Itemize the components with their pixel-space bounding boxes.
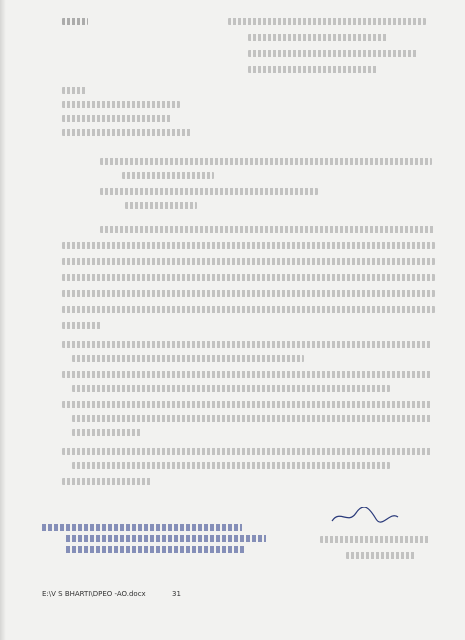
point-3-line-1 bbox=[62, 401, 432, 408]
enclosure-line bbox=[62, 478, 152, 485]
scan-edge bbox=[0, 0, 6, 640]
signature-mark bbox=[330, 507, 400, 525]
point-1-line-2 bbox=[72, 355, 304, 362]
point-3-line-3 bbox=[72, 429, 142, 436]
addressee-line-1 bbox=[62, 87, 86, 94]
footer-page-number: 31 bbox=[172, 590, 181, 598]
body-line-4 bbox=[62, 274, 435, 281]
header-right-line-1 bbox=[228, 18, 426, 25]
handwritten-line-2 bbox=[66, 535, 266, 542]
point-4-line-2 bbox=[72, 462, 390, 469]
point-1-line-1 bbox=[62, 341, 432, 348]
header-right-line-4 bbox=[248, 66, 378, 73]
handwritten-line-1 bbox=[42, 524, 242, 531]
body-line-1 bbox=[100, 226, 435, 233]
handwritten-note bbox=[38, 522, 283, 556]
addressee-line-4 bbox=[62, 129, 192, 136]
point-4-line-1 bbox=[62, 448, 432, 455]
subject-line-2 bbox=[122, 172, 214, 179]
header-right-line-3 bbox=[248, 50, 418, 57]
subject-line-1 bbox=[100, 158, 432, 165]
body-line-5 bbox=[62, 290, 435, 297]
addressee-line-3 bbox=[62, 115, 172, 122]
point-2-line-1 bbox=[62, 371, 432, 378]
footer-file-path: E:\V S BHARTI\DPEO -AO.docx bbox=[42, 590, 146, 598]
reference-line-2 bbox=[125, 202, 197, 209]
handwritten-line-3 bbox=[66, 546, 246, 553]
header-left bbox=[62, 18, 88, 25]
body-line-7 bbox=[62, 322, 102, 329]
reference-line-1 bbox=[100, 188, 318, 195]
body-line-6 bbox=[62, 306, 435, 313]
body-line-3 bbox=[62, 258, 435, 265]
point-2-line-2 bbox=[72, 385, 390, 392]
signature-location bbox=[346, 552, 416, 559]
point-3-line-2 bbox=[72, 415, 432, 422]
header-right-line-2 bbox=[248, 34, 388, 41]
signature-designation bbox=[320, 536, 430, 543]
body-line-2 bbox=[62, 242, 435, 249]
addressee-line-2 bbox=[62, 101, 180, 108]
